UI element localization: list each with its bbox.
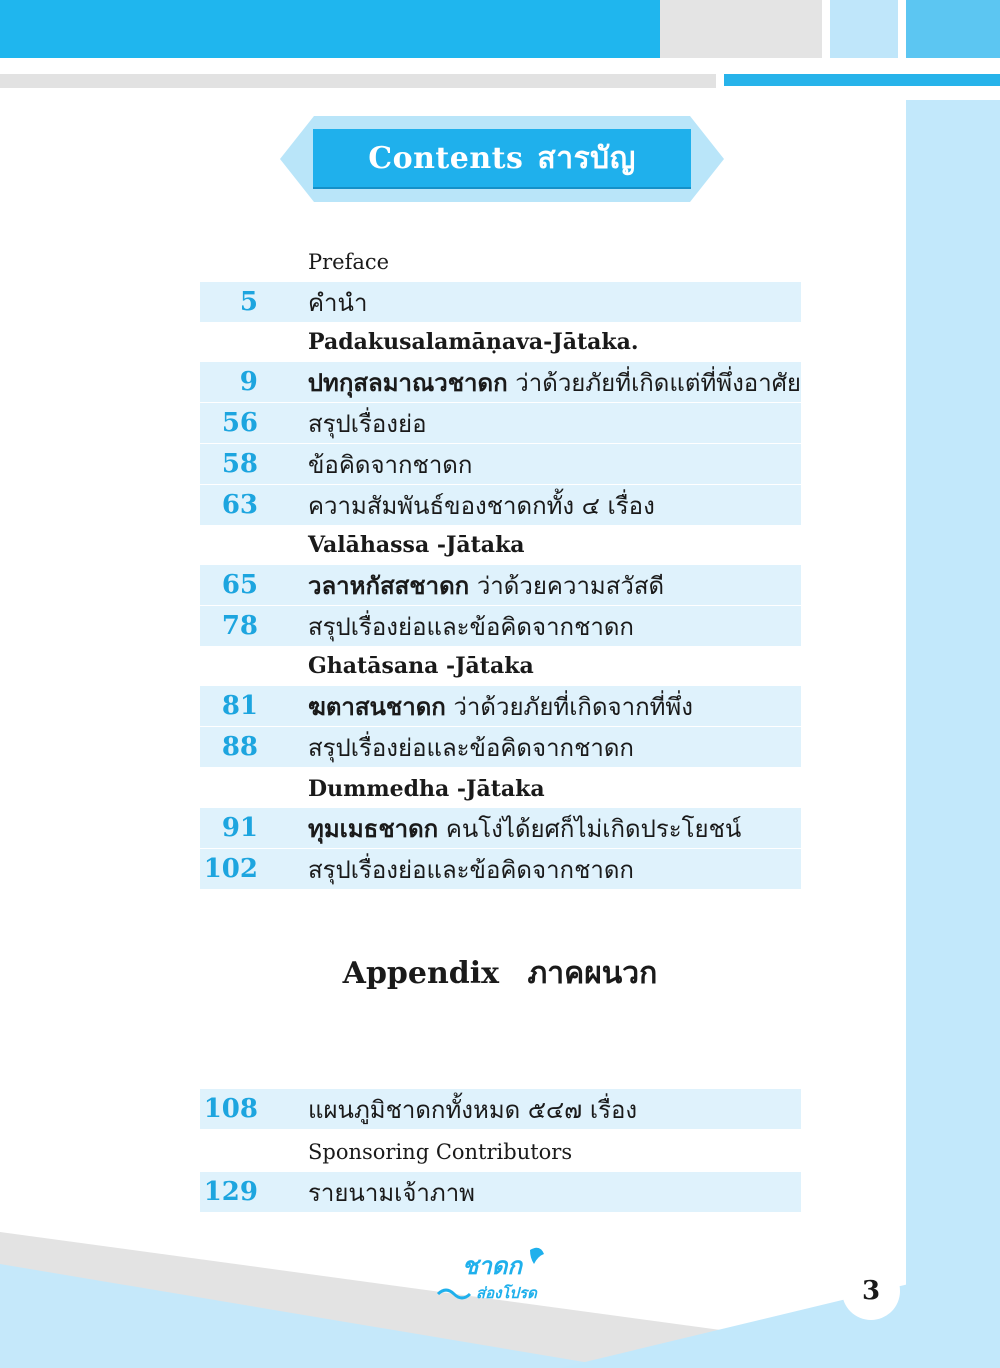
toc-title — [308, 283, 367, 322]
toc-page-number: 63 — [221, 490, 258, 520]
toc-entry[interactable] — [200, 686, 801, 726]
toc-page-number: 58 — [221, 449, 258, 479]
header-bar-sky — [906, 0, 1000, 58]
logo-line1: ชาดก — [462, 1252, 522, 1280]
toc-entry[interactable] — [200, 403, 801, 443]
toc-title — [308, 809, 741, 848]
page-title — [313, 129, 691, 187]
toc-entry[interactable] — [200, 1172, 801, 1212]
toc-page-number: 65 — [221, 570, 258, 600]
toc-title — [308, 532, 525, 558]
toc-page-number: 108 — [203, 1094, 258, 1124]
logo-swirl-icon — [438, 1290, 470, 1298]
logo-line2: ส่องโปรด — [476, 1284, 537, 1302]
jataka-logo — [432, 1244, 562, 1306]
title-th: สารบัญ — [537, 140, 636, 176]
toc-title — [308, 1140, 572, 1164]
toc-description: Ghatāsana -Jātaka — [308, 653, 534, 679]
toc-description: คนโง่ได้ยศก็ไม่เกิดประโยชน์ — [438, 814, 742, 843]
toc-title — [308, 653, 534, 679]
toc-entry[interactable] — [200, 808, 801, 848]
toc-page-number: 102 — [203, 854, 258, 884]
toc-entry[interactable] — [200, 606, 801, 646]
toc-description: Padakusalamāṇava-Jātaka. — [308, 329, 639, 355]
header-stripe-gray — [0, 74, 716, 88]
toc-title — [308, 728, 634, 767]
toc-entry[interactable] — [200, 565, 801, 605]
toc-entry[interactable] — [200, 1089, 801, 1129]
header-bar-gray — [660, 0, 822, 58]
toc-title — [308, 607, 634, 646]
toc-description: สรุปเรื่องย่อ — [308, 409, 427, 438]
toc-page-number: 56 — [221, 408, 258, 438]
page-number: 3 — [842, 1262, 900, 1320]
toc-title — [308, 329, 639, 355]
toc-description: ว่าด้วยความสวัสดี — [469, 571, 665, 600]
toc-description: ความสัมพันธ์ของชาดกทั้ง ๔ เรื่อง — [308, 491, 655, 520]
toc-description: Preface — [308, 250, 390, 274]
toc-title — [308, 566, 664, 605]
toc-title — [308, 486, 655, 525]
toc-description: สรุปเรื่องย่อและข้อคิดจากชาดก — [308, 612, 634, 641]
toc-title — [308, 1173, 475, 1212]
toc-page-number: 91 — [221, 813, 258, 843]
toc-description: ข้อคิดจากชาดก — [308, 450, 473, 479]
toc-page-number: 78 — [221, 611, 258, 641]
toc-description: Sponsoring Contributors — [308, 1140, 573, 1164]
toc-description: รายนามเจ้าภาพ — [308, 1178, 475, 1207]
toc-description: Dummedha -Jātaka — [308, 776, 545, 802]
logo-leaf-icon — [530, 1248, 544, 1264]
toc-description: สรุปเรื่องย่อและข้อคิดจากชาดก — [308, 733, 634, 762]
toc-page-number: 5 — [239, 287, 258, 317]
toc-page-number: 129 — [203, 1177, 258, 1207]
header-bar-light — [830, 0, 898, 58]
toc-section-heading — [200, 525, 801, 565]
side-panel — [906, 100, 1000, 1368]
toc-entry[interactable] — [200, 485, 801, 525]
toc-title — [308, 363, 801, 402]
appendix-title-en: Appendix — [342, 956, 500, 991]
header-stripe-blue — [724, 74, 1000, 86]
toc-entry[interactable] — [200, 362, 801, 402]
toc-section-heading — [200, 322, 801, 362]
appendix-title — [0, 950, 1000, 997]
title-en: Contents — [368, 140, 524, 176]
toc-entry[interactable] — [200, 849, 801, 889]
toc-title — [308, 687, 693, 726]
toc-section-heading — [200, 1132, 801, 1172]
toc-description: ว่าด้วยภัยที่เกิดแต่ที่พึ่งอาศัย — [507, 368, 801, 397]
header-bar-blue — [0, 0, 660, 58]
toc-entry[interactable] — [200, 727, 801, 767]
toc-jataka-name: ปทกุสลมาณวชาดก — [307, 367, 508, 397]
toc-title — [308, 250, 389, 274]
toc-description: ว่าด้วยภัยที่เกิดจากที่พึ่ง — [445, 692, 693, 721]
toc-jataka-name: วลาหกัสสชาดก — [308, 570, 470, 600]
toc-entry[interactable] — [200, 282, 801, 322]
toc-page-number: 9 — [239, 367, 258, 397]
toc-title — [308, 776, 545, 802]
toc-page-number: 88 — [221, 732, 258, 762]
toc-jataka-name: ฆตาสนชาดก — [308, 691, 446, 721]
toc-section-heading — [200, 769, 801, 809]
toc-title — [308, 445, 472, 484]
toc-title — [308, 404, 426, 443]
toc-title — [308, 1090, 637, 1129]
toc-jataka-name: ทุมเมธชาดก — [308, 813, 439, 843]
toc-page-number: 81 — [221, 691, 258, 721]
toc-section-heading — [200, 242, 801, 282]
toc-description: แผนภูมิชาดกทั้งหมด ๕๔๗ เรื่อง — [308, 1095, 638, 1124]
toc-description: สรุปเรื่องย่อและข้อคิดจากชาดก — [308, 855, 634, 884]
toc-title — [308, 850, 634, 889]
toc-description: Valāhassa -Jātaka — [308, 532, 525, 558]
toc-entry[interactable] — [200, 444, 801, 484]
toc-description: คำนำ — [308, 288, 368, 317]
appendix-title-th: ภาคผนวก — [527, 956, 658, 991]
toc-section-heading — [200, 646, 801, 686]
